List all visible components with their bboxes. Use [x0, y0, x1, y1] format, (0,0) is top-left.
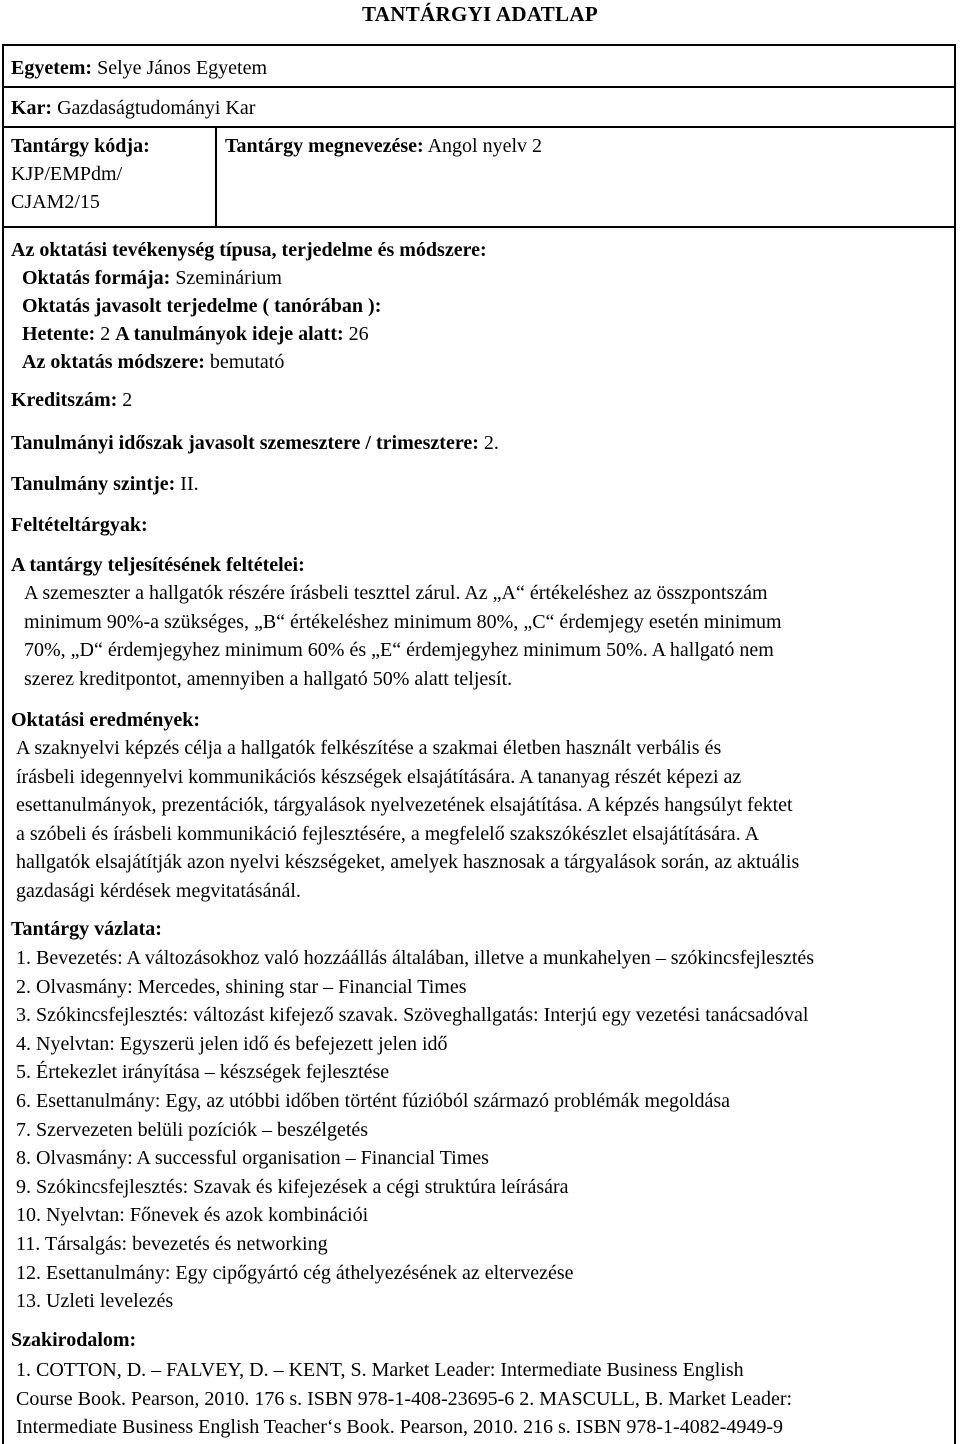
- university-value: Selye János Egyetem: [97, 57, 268, 79]
- document-title: TANTÁRGYI ADATLAP: [362, 2, 598, 26]
- outline-item: 11. Társalgás: bevezetés és networking: [16, 1232, 328, 1255]
- outcomes-line: esettanulmányok, prezentációk, tárgyalások nyelvezetének elsajátítása. A képzés hangsúlyt fektet: [16, 794, 793, 817]
- outline-item: 1. Bevezetés: A változásokhoz való hozzáállás általában, illetve a munkahelyen – szókincsfejlesztés: [16, 947, 815, 969]
- literature-heading: Szakirodalom:: [11, 1329, 137, 1351]
- requirements-line: szerez kreditpontot, amennyiben a hallgató 50% alatt teljesít.: [24, 667, 513, 690]
- activity-form-label: Oktatás formája:: [22, 267, 171, 289]
- outcomes-heading: Oktatási eredmények:: [11, 709, 201, 731]
- activity-method-value: bemutató: [209, 351, 285, 373]
- outcomes-line: gazdasági kérdések megvitatásánál.: [16, 879, 301, 902]
- course-name-label: Tantárgy megnevezése:: [225, 135, 424, 157]
- activity-heading: Az oktatási tevékenység típusa, terjedelme és módszere:: [11, 239, 487, 261]
- requirements-text: [24, 579, 782, 693]
- outline-item: 10. Nyelvtan: Főnevek és azok kombinációi: [16, 1204, 369, 1227]
- course-name-field: [225, 132, 542, 160]
- activity-method: [22, 348, 284, 376]
- outline-item: 12. Esettanulmány: Egy cipőgyártó cég áthelyezésének az eltervezése: [16, 1261, 574, 1284]
- level-value: II.: [180, 473, 199, 495]
- outline-list: [16, 944, 814, 1316]
- outcomes-text: [16, 734, 799, 906]
- semester-field: [11, 429, 499, 457]
- outcomes-line: hallgatók elsajátítják azon nyelvi készségeket, amelyek hasznosak a tárgyalások során, az aktuális: [16, 851, 800, 874]
- outcomes-line: A szaknyelvi képzés célja a hallgatók felkészítése a szakmai életben használt verbális és: [16, 737, 722, 759]
- course-name-value: Angol nyelv 2: [427, 135, 542, 157]
- weekly-hours-value: 2: [100, 323, 111, 345]
- course-code-label: Tantárgy kódja:: [11, 135, 150, 157]
- total-hours-value: 26: [348, 323, 369, 345]
- course-identification-row: [4, 128, 954, 228]
- outline-item: 6. Esettanulmány: Egy, az utóbbi időben történt fúzióból származó problémák megoldása: [16, 1089, 731, 1112]
- outline-item: 5. Értekezlet irányítása – készségek fejlesztése: [16, 1061, 390, 1084]
- level-label: Tanulmány szintje:: [11, 473, 176, 495]
- weekly-hours-label: Hetente:: [22, 323, 96, 345]
- credits-label: Kreditszám:: [11, 389, 118, 411]
- activity-extent-label: Oktatás javasolt terjedelme ( tanórában ):: [22, 295, 382, 317]
- requirements-line: minimum 90%-a szükséges, „B“ értékeléshez minimum 80%, „C“ érdemjegy esetén minimum: [24, 610, 782, 633]
- faculty-value: Gazdaságtudományi Kar: [57, 97, 256, 119]
- faculty-label: Kar:: [11, 97, 53, 119]
- credits-field: [11, 386, 132, 414]
- requirements-line: A szemeszter a hallgatók részére írásbeli teszttel zárul. Az „A“ értékeléshez az összpontszám: [24, 582, 768, 604]
- requirements-heading: A tantárgy teljesítésének feltételei:: [11, 554, 305, 576]
- literature-line: Intermediate Business English Teacher‘s Book. Pearson, 2010. 216 s. ISBN 978-1-4082-4949-9: [16, 1416, 784, 1439]
- university-field: [11, 54, 267, 82]
- semester-label: Tanulmányi időszak javasolt szemesztere / trimesztere:: [11, 432, 479, 454]
- credits-value: 2: [122, 389, 133, 411]
- university-row: [4, 46, 954, 88]
- activity-form: [22, 264, 282, 292]
- outline-item: 13. Uzleti levelezés: [16, 1290, 174, 1313]
- outcomes-line: a szóbeli és írásbeli kommunikáció fejlesztésére, a megfelelő szakszókészlet elsajátítására. A: [16, 822, 760, 845]
- outline-heading: Tantárgy vázlata:: [11, 918, 162, 940]
- semester-value: 2.: [483, 432, 499, 454]
- outline-item: 9. Szókincsfejlesztés: Szavak és kifejezések a cégi struktúra leírására: [16, 1175, 569, 1198]
- course-code-cell: [4, 128, 217, 226]
- activity-hours: [22, 320, 369, 348]
- faculty-row: [4, 88, 954, 128]
- total-hours-label: A tanulmányok ideje alatt:: [115, 323, 344, 345]
- outline-item: 3. Szókincsfejlesztés: változást kifejező szavak. Szöveghallgatás: Interjú egy vezetési tanácsadóval: [16, 1004, 809, 1027]
- outcomes-line: írásbeli idegennyelvi kommunikációs készségek elsajátítására. A tananyag részét képezi az: [16, 765, 742, 788]
- outline-item: 4. Nyelvtan: Egyszerü jelen idő és befejezett jelen idő: [16, 1032, 448, 1055]
- prerequisites-label: Feltételtárgyak:: [11, 514, 148, 536]
- course-code-value-line-1: KJP/EMPdm/: [11, 163, 123, 185]
- activity-method-label: Az oktatás módszere:: [22, 351, 205, 373]
- requirements-line: 70%, „D“ érdemjegyhez minimum 60% és „E“ érdemjegyhez minimum 50%. A hallgató nem: [24, 639, 774, 662]
- outline-item: 8. Olvasmány: A successful organisation – Financial Times: [16, 1147, 489, 1170]
- outline-item: 7. Szervezeten belüli pozíciók – beszélgetés: [16, 1118, 369, 1141]
- university-label: Egyetem:: [11, 57, 93, 79]
- literature-text: [16, 1356, 792, 1442]
- faculty-field: [11, 94, 255, 122]
- course-code-value-line-2: CJAM2/15: [11, 191, 100, 213]
- level-field: [11, 470, 199, 498]
- activity-form-value: Szeminárium: [175, 267, 282, 289]
- literature-line: Course Book. Pearson, 2010. 176 s. ISBN 978-1-408-23695-6 2. MASCULL, B. Market Leader:: [16, 1387, 793, 1410]
- literature-line: 1. COTTON, D. – FALVEY, D. – KENT, S. Market Leader: Intermediate Business English: [16, 1359, 744, 1381]
- course-datasheet-table: [2, 44, 956, 1444]
- outline-item: 2. Olvasmány: Mercedes, shining star – Financial Times: [16, 975, 467, 998]
